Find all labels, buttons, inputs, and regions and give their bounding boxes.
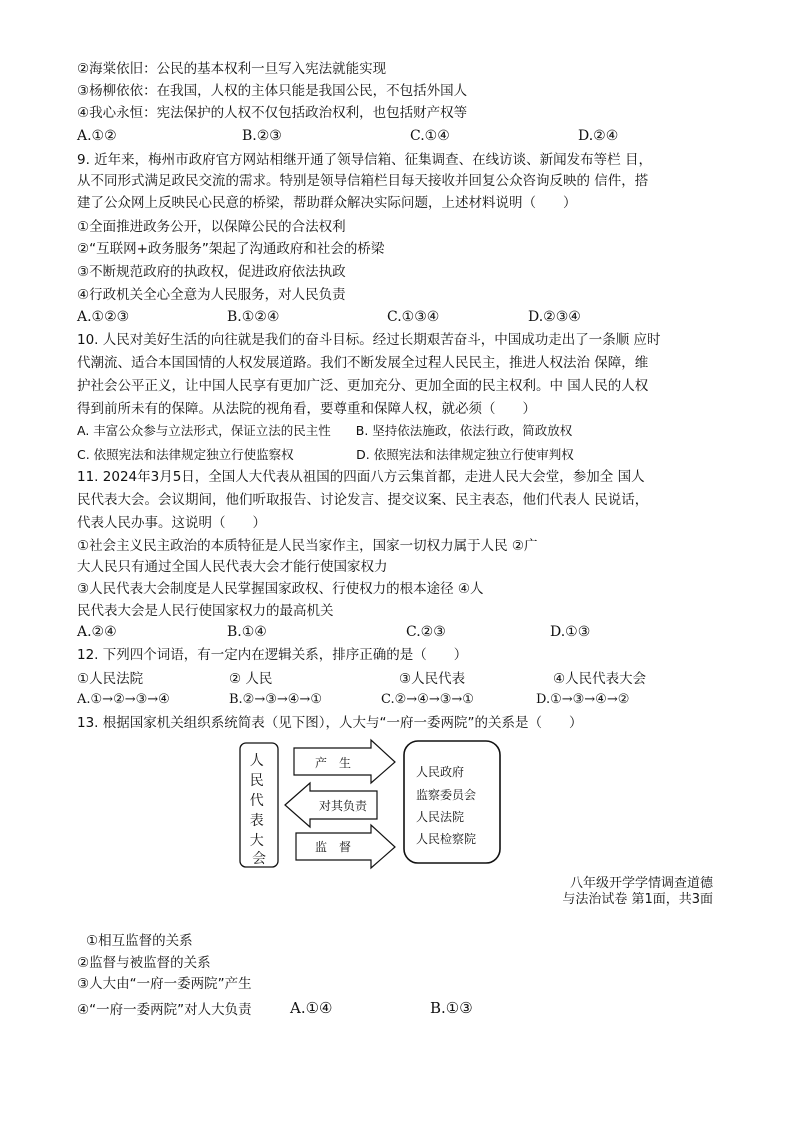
npc-char-3: 代 (249, 793, 264, 809)
q10-options-cd: C. 依照宪法和法律规定独立行使监察权 D. 依照宪法和法律规定独立行使审判权 (77, 447, 574, 462)
organs-label-3: 人民法院 (416, 810, 465, 824)
q13-option-a: A.①④ (290, 999, 333, 1017)
organs-label-4: 人民检察院 (416, 832, 477, 846)
npc-char-2: 民 (249, 773, 264, 789)
q9-option-a: A.①②③ (77, 309, 130, 325)
q12-word-3: ③人民代表 (399, 671, 466, 687)
q11-statement-3: ③人民代表大会制度是人民掌握国家政权、行使权力的根本途径 ④人 (77, 581, 484, 597)
q8-statement-3: ③杨柳依依：在我国，人权的主体只能是我国公民，不包括外国人 (77, 83, 468, 99)
q12-stem: 12. 下列四个词语，有一定内在逻辑关系，排序正确的是（ ） (77, 647, 468, 663)
q9-stem-2: 从不同形式满足政民交流的需求。特别是领导信箱栏目每天接收并回复公众咨询反映的 信件，搭 (77, 173, 649, 189)
q11-option-d: D.①③ (550, 624, 591, 640)
q11-option-c: C.②③ (406, 624, 446, 640)
q8-option-c: C.①④ (410, 128, 450, 144)
q9-statement-2: ②“互联网+政务服务”架起了沟通政府和社会的桥梁 (77, 241, 385, 257)
q10-options-ab: A. 丰富公众参与立法形式，保证立法的民主性 B. 坚持依法施政，依法行政，简政放权 (77, 423, 573, 438)
q8-option-b: B.②③ (242, 128, 282, 144)
q9-stem-1: 9. 近年来，梅州市政府官方网站相继开通了领导信箱、征集调查、在线访谈、新闻发布等栏 目， (77, 152, 652, 168)
arrow-responsible-label: 对其负责 (318, 799, 368, 813)
q9-option-c: C.①③④ (387, 309, 440, 325)
q12-word-4: ④人民代表大会 (553, 671, 647, 687)
q12-option-d: D.①→③→④→② (536, 692, 630, 707)
q13-item-3: ③人大由“一府一委两院”产生 (77, 976, 252, 992)
arrow-produce-label: 产 生 (314, 756, 352, 770)
q12-option-a: A.①→②→③→④ (77, 692, 170, 707)
q11-statement-1: ①社会主义民主政治的本质特征是人民当家作主，国家一切权力属于人民 ②广 (77, 538, 538, 554)
q9-stem-3: 建了公众网上反映民心民意的桥梁，帮助群众解决实际问题，上述材料说明（ ） (77, 195, 577, 211)
q13-option-b: B.①③ (430, 999, 473, 1017)
q12-option-c: C.②→④→③→① (381, 692, 474, 707)
q9-statement-4: ④行政机关全心全意为人民服务，对人民负责 (77, 287, 346, 303)
npc-char-5: 大 (249, 833, 264, 849)
q11-stem-3: 代表人民办事。这说明（ ） (77, 515, 266, 531)
q9-option-b: B.①②④ (227, 309, 280, 325)
q10-stem-1: 10. 人民对美好生活的向往就是我们的奋斗目标。经过长期艰苦奋斗，中国成功走出了一条顺 应时 (77, 332, 661, 348)
q9-option-d: D.②③④ (528, 309, 581, 325)
q8-statement-4: ④我心永恒：宪法保护的人权不仅包括政治权利，也包括财产权等 (77, 105, 468, 121)
state-organs-diagram (230, 735, 530, 870)
organs-label-2: 监察委员会 (416, 788, 477, 802)
q8-option-d: D.②④ (578, 128, 619, 144)
q11-statement-2: 大人民只有通过全国人民代表大会才能行使国家权力 (77, 559, 388, 575)
q13-item-4: ④“一府一委两院”对人大负责 (77, 1002, 252, 1018)
q12-word-2: ② 人民 (229, 671, 273, 687)
q10-stem-4: 得到前所未有的保障。从法院的视角看，要尊重和保障人权，就必须（ ） (77, 401, 536, 417)
footer-line-2: 与法治试卷 第1面，共3面 (562, 892, 713, 907)
npc-char-6: 会 (252, 851, 266, 867)
q8-option-a: A.①② (77, 128, 117, 144)
npc-char-1: 人 (249, 753, 264, 769)
q9-statement-1: ①全面推进政务公开，以保障公民的合法权利 (77, 219, 346, 235)
q13-item-1: ①相互监督的关系 (86, 933, 193, 949)
q11-statement-4: 民代表大会是人民行使国家权力的最高机关 (77, 603, 334, 619)
q11-option-b: B.①④ (227, 624, 267, 640)
q11-option-a: A.②④ (77, 624, 117, 640)
q12-word-1: ①人民法院 (77, 671, 144, 687)
q10-stem-2: 代潮流、适合本国国情的人权发展道路。我们不断发展全过程人民民主，推进人权法治 保障，维 (77, 355, 649, 371)
arrow-supervise-label: 监 督 (314, 840, 352, 854)
q13-stem: 13. 根据国家机关组织系统简表（见下图），人大与“一府一委两院”的关系是（ ） (77, 715, 583, 731)
npc-box-label (250, 753, 268, 867)
q9-statement-3: ③不断规范政府的执政权，促进政府依法执政 (77, 264, 346, 280)
q11-stem-1: 11. 2024年3月5日，全国人大代表从祖国的四面八方云集首都，走进人民大会堂，参加全 国人 (77, 469, 645, 485)
q10-stem-3: 护社会公平正义，让中国人民享有更加广泛、更加充分、更加全面的民主权利。中 国人民的人权 (77, 378, 649, 394)
footer-line-1: 八年级开学学情调查道德 (569, 876, 713, 891)
q13-item-2: ②监督与被监督的关系 (77, 955, 211, 971)
q11-stem-2: 民代表大会。会议期间，他们听取报告、讨论发言、提交议案、民主表态，他们代表人 民说话， (77, 492, 649, 508)
organs-label-1: 人民政府 (416, 765, 465, 779)
q12-option-b: B.②→③→④→① (229, 692, 322, 707)
q8-statement-2: ②海棠依旧：公民的基本权利一旦写入宪法就能实现 (77, 61, 387, 77)
npc-char-4: 表 (249, 813, 264, 829)
